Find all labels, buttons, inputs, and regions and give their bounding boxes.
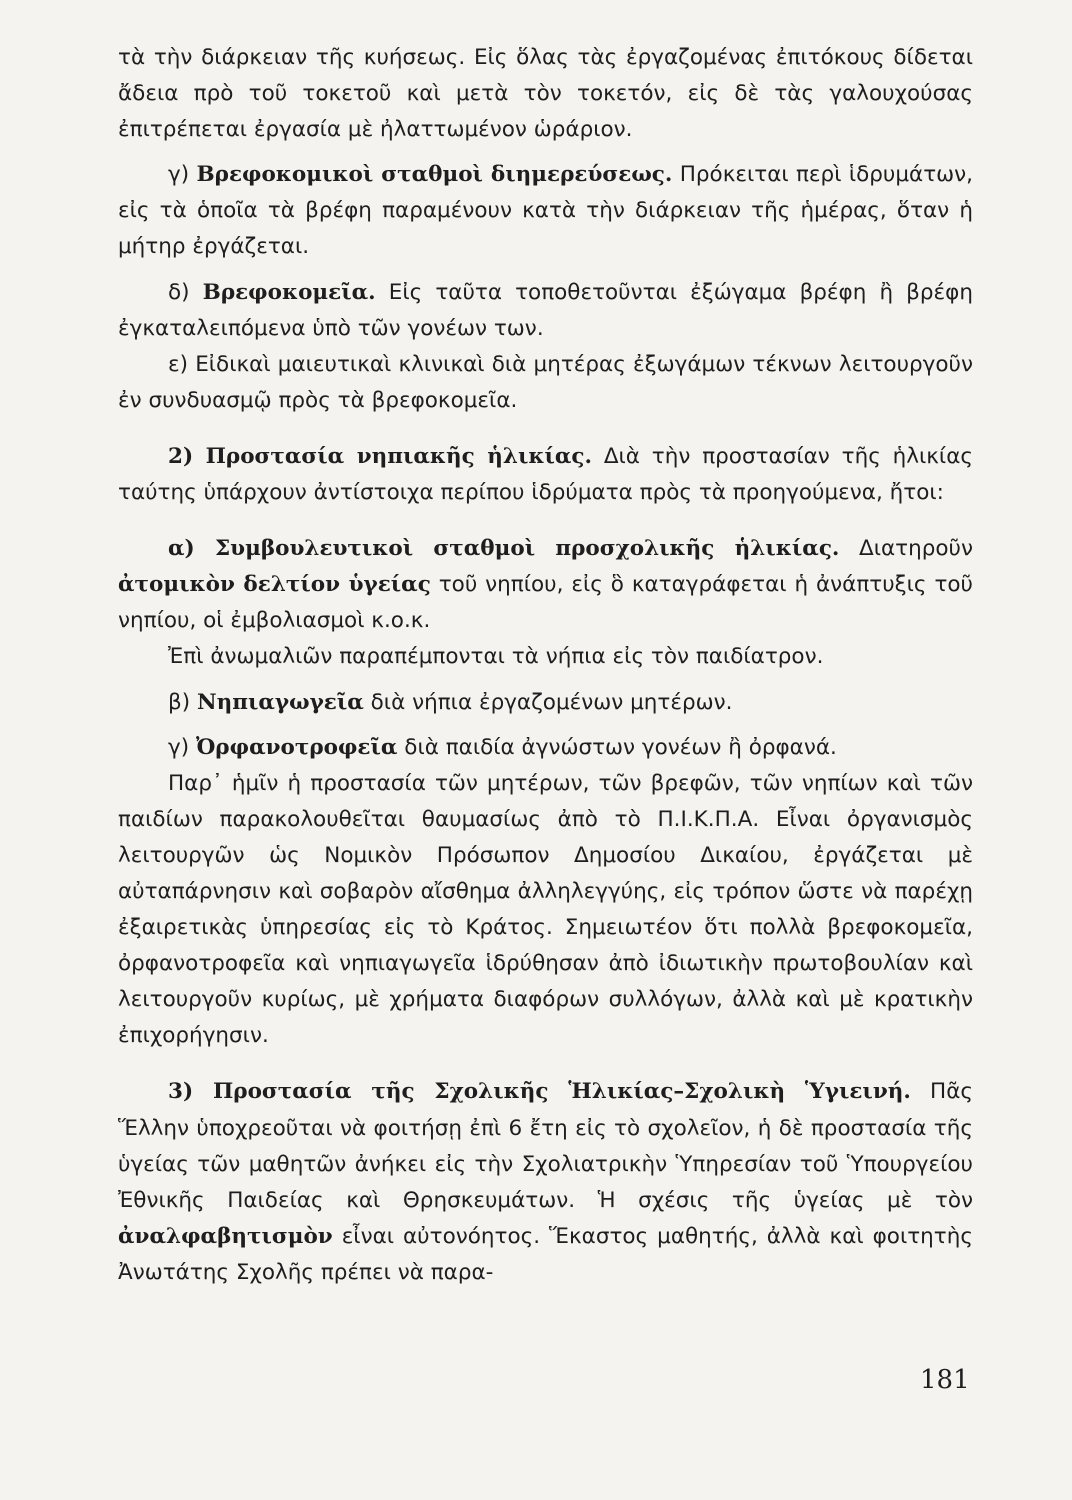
- heading-kindergartens: Νηπιαγωγεῖα: [196, 689, 364, 715]
- heading-infancy-protection: 2) Προστασία νηπιακῆς ἡλικίας.: [168, 443, 592, 469]
- paragraph-pikpa: Παρ᾽ ἡμῖν ἡ προστασία τῶν μητέρων, τῶν βρεφῶν, τῶν νηπίων καὶ τῶν παιδίων παρακολουθεῖται θαυμασίως ἀπὸ τὸ Π.Ι.Κ.Π.Α. Εἶναι ὀργανισμὸς λειτουργῶν ὡς Νομικὸν Πρόσωπον Δημοσίου Δικαίου, ἐργάζεται μὲ αὐταπάρνησιν καὶ σοβαρὸν αἴσθημα ἀλληλεγγύης, εἰς τρόπον ὥστε νὰ παρέχῃ ἐξαιρετικὰς ὑπηρεσίας εἰς τὸ Κράτος. Σημειωτέον ὅτι πολλὰ βρεφοκομεῖα, ὀρφανοτροφεῖα καὶ νηπιαγωγεῖα ἱδρύθησαν ἀπὸ ἰδιωτικὴν πρωτοβουλίαν καὶ λειτουργοῦν κυρίως, μὲ χρήματα διαφόρων συλλόγων, ἀλλὰ καὶ μὲ κρατικὴν ἐπιχορήγησιν.: [118, 770, 973, 1049]
- page-number: 181: [920, 1365, 970, 1395]
- paragraph-orphanages: γ) Ὀρφανοτροφεῖα διὰ παιδία ἀγνώστων γονέων ἢ ὀρφανά.: [168, 734, 837, 760]
- paragraph-foundling-homes: δ) Βρεφοκομεῖα. Εἰς ταῦτα τοποθετοῦνται ἐξώγαμα βρέφη ἢ βρέφη ἐγκαταλειπόμενα ὑπὸ τῶν γονέων των.: [118, 279, 973, 341]
- paragraph-preschool-stations: α) Συμβουλευτικοὶ σταθμοὶ προσχολικῆς ἡλικίας. Διατηροῦν ἀτομικὸν δελτίον ὑγείας τοῦ νηπίου, εἰς ὃ καταγράφεται ἡ ἀνάπτυξις τοῦ νηπίου, οἱ ἐμβολιασμοὶ κ.ο.κ.: [118, 536, 973, 634]
- heading-school-hygiene: 3) Προστασία τῆς Σχολικῆς Ἡλικίας–Σχολικὴ Ὑγιεινή.: [168, 1079, 911, 1105]
- heading-preschool-stations: α) Συμβουλευτικοὶ σταθμοὶ προσχολικῆς ἡλικίας.: [168, 536, 840, 562]
- paragraph-infancy-protection: 2) Προστασία νηπιακῆς ἡλικίας. Διὰ τὴν προστασίαν τῆς ἡλικίας ταύτης ὑπάρχουν ἀντίστοιχα περίπου ἱδρύματα πρὸς τὰ προηγούμενα, ἤτοι:: [118, 443, 974, 506]
- paragraph-pregnancy-leave: τὰ τὴν διάρκειαν τῆς κυήσεως. Εἰς ὅλας τὰς ἐργαζομένας ἐπιτόκους δίδεται ἄδεια πρὸ τοῦ τοκετοῦ καὶ μετὰ τὸν τοκετόν, εἰς δὲ τὰς γαλουχούσας ἐπιτρέπεται ἐργασία μὲ ἠλαττωμένον ὡράριον.: [118, 45, 973, 143]
- paragraph-pediatrician-referral: Ἐπὶ ἀνωμαλιῶν παραπέμπονται τὰ νήπια εἰς τὸν παιδίατρον.: [168, 644, 824, 670]
- term-illiteracy: ἀναλφαβητισμὸν: [118, 1223, 333, 1249]
- heading-foundling-homes: Βρεφοκομεῖα.: [202, 279, 376, 305]
- paragraph-kindergartens: β) Νηπιαγωγεῖα διὰ νήπια ἐργαζομένων μητέρων.: [168, 689, 733, 715]
- page-body: [118, 40, 973, 1291]
- term-health-record: ἀτομικὸν δελτίον ὑγείας: [118, 572, 431, 598]
- paragraph-school-hygiene: 3) Προστασία τῆς Σχολικῆς Ἡλικίας–Σχολικὴ Ὑγιεινή. Πᾶς Ἕλλην ὑποχρεοῦται νὰ φοιτήσῃ ἐπὶ 6 ἔτη εἰς τὸ σχολεῖον, ἡ δὲ προστασία τῆς ὑγείας τῶν μαθητῶν ἀνήκει εἰς τὴν Σχολιατρικὴν Ὑπηρεσίαν τοῦ Ὑπουργείου Ἐθνικῆς Παιδείας καὶ Θρησκευμάτων. Ἡ σχέσις τῆς ὑγείας μὲ τὸν ἀναλφαβητισμὸν εἶναι αὐτονόητος. Ἕκαστος μαθητής, ἀλλὰ καὶ φοιτητὴς Ἀνωτάτης Σχολῆς πρέπει νὰ παρα-: [118, 1079, 974, 1285]
- heading-orphanages: Ὀρφανοτροφεῖα: [195, 734, 398, 760]
- heading-day-nurseries: Βρεφοκομικοὶ σταθμοὶ διημερεύσεως.: [196, 162, 673, 188]
- paragraph-day-nurseries: γ) Βρεφοκομικοὶ σταθμοὶ διημερεύσεως. Πρόκειται περὶ ἱδρυμάτων, εἰς τὰ ὁποῖα τὰ βρέφη παραμένουν κατὰ τὴν διάρκειαν τῆς ἡμέρας, ὅταν ἡ μήτηρ ἐργάζεται.: [118, 162, 973, 260]
- paragraph-maternity-clinics: ε) Εἰδικαὶ μαιευτικαὶ κλινικαὶ διὰ μητέρας ἐξωγάμων τέκνων λειτουργοῦν ἐν συνδυασμῷ πρὸς τὰ βρεφοκομεῖα.: [118, 351, 973, 413]
